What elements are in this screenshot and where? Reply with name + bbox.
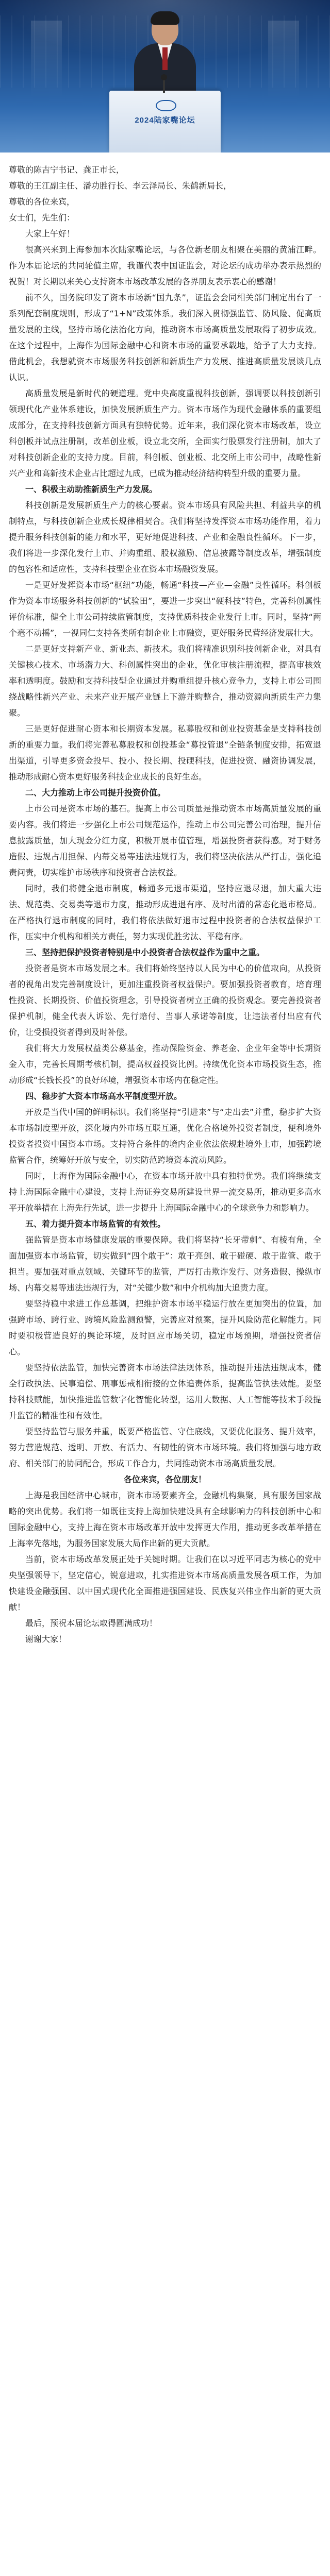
- paragraph: 我们将大力发展权益类公募基金，推动保险资金、养老金、企业年金等中长期资金入市，完善长周期考核机制，提高权益投资比例。持续优化资本市场投资生态，推动形成“长钱长投”的良好环境，增强资本市场内在稳定性。: [9, 1043, 321, 1085]
- paragraph: 高质量发展是新时代的硬道理。党中央高度重视科技创新，强调要以科技创新引领现代化产业体系建设，加快发展新质生产力。资本市场作为现代金融体系的重要组成部分，在支持科技创新方面具有独特优势。近年来，我们深化资本市场改革，设立科创板并试点注册制，改革创业板，设立北交所，全面实行股票发行注册制，加大了对科技创新企业的支持力度。目前，科创板、创业板、北交所上市公司中，战略性新兴产业和高新技术企业占比超过九成，已成为推动经济结构转型升级的重要力量。: [9, 388, 321, 478]
- speaker-hair: [151, 11, 179, 25]
- paragraph: 谢谢大家！: [25, 1634, 67, 1644]
- paragraph: 一是更好发挥资本市场“枢纽”功能，畅通“科技—产业—金融”良性循环。科创板作为资本市场服务科技创新的“试验田”，要进一步突出“硬科技”特色，完善科创属性评价标准，健全上市公司持续监管制度，支持优质科技企业发行上市。同时，坚持“两个毫不动摇”，一视同仁支持各类所有制企业上市融资，更好服务民营经济发展壮大。: [9, 580, 321, 638]
- section-heading: 三、坚持把保护投资者特别是中小投资者合法权益作为重中之重。: [25, 947, 265, 957]
- salutation: 各位来宾，各位朋友！: [123, 1475, 206, 1484]
- paragraph: 上市公司是资本市场的基石。提高上市公司质量是推动资本市场高质量发展的重要内容。我们将进一步强化上市公司规范运作，推动上市公司完善公司治理，提升信息披露质量，加大现金分红力度，积极开展市值管理，增强投资者获得感。对于财务造假、违规占用担保、内幕交易等违法违规行为，我们将坚决依法从严打击，强化追责问责，切实维护市场秩序和投资者合法权益。: [9, 804, 321, 877]
- greeting-line: 女士们，先生们：: [9, 213, 75, 223]
- paragraph: 科技创新是发展新质生产力的核心要素。资本市场具有风险共担、利益共享的机制特点，与科技创新企业成长规律相契合。我们将坚持发挥资本市场功能作用，着力提升服务科技创新的能力和水平，更好地促进科技、产业和金融良性循环。下一步，我们将进一步深化发行上市、并购重组、股权激励、信息披露等制度改革，增强制度的包容性和适应性，支持科技型企业在资本市场融资发展。: [9, 500, 321, 574]
- greeting-line: 尊敬的陈吉宁书记、龚正市长，: [9, 165, 125, 175]
- paragraph: 三是更好促进耐心资本和长期资本发展。私募股权和创业投资基金是支持科技创新的重要力量。我们将完善私募股权和创投基金“募投管退”全链条制度安排，拓宽退出渠道，引导更多资金投早、投小、投长期、投硬科技，促进投资、融资协调发展，推动形成耐心资本更好服务科技企业成长的良好生态。: [9, 724, 321, 782]
- paragraph: 投资者是资本市场发展之本。我们将始终坚持以人民为中心的价值取向，从投资者的视角出发完善制度设计，更加注重投资者权益保护。要加强投资者教育，培育理性投资、长期投资、价值投资理念，引导投资者树立正确的投资观念。要完善投资者保护机制，健全代表人诉讼、先行赔付、当事人承诺等制度，让违法者付出应有代价，让受损投资者得到及时补偿。: [9, 963, 321, 1037]
- paragraph: 同时，我们将健全退市制度，畅通多元退市渠道，坚持应退尽退，加大重大违法、规范类、交易类等退市力度，推动形成进退有序、及时出清的常态化退市格局。在严格执行退市制度的同时，我们将依法做好退市过程中投资者的合法权益保护工作，压实中介机构和相关方责任，努力实现优胜劣汰、平稳有序。: [9, 884, 321, 941]
- paragraph: 最后，预祝本届论坛取得圆满成功！: [25, 1618, 158, 1628]
- paragraph-list: [9, 242, 321, 1647]
- paragraph: 要坚持监管与服务并重，既要严格监管、守住底线，又要优化服务、提升效率，努力营造规范、透明、开放、有活力、有韧性的资本市场环境。我们将加强与地方政府、相关部门的协同配合，形成工作合力，共同推动资本市场高质量发展。: [9, 1427, 321, 1468]
- podium-label: 2024陆家嘴论坛: [135, 116, 195, 125]
- section-heading: 一、积极主动助推新质生产力发展。: [25, 484, 158, 494]
- paragraph: 开放是当代中国的鲜明标识。我们将坚持“引进来”与“走出去”并重，稳步扩大资本市场制度型开放，深化境内外市场互联互通，优化合格境外投资者制度，便利境外投资者投资中国资本市场。支持符合条件的境内企业依法依规赴境外上市，加强跨境监管合作，统筹好开放与安全，切实防范跨境资本流动风险。: [9, 1107, 321, 1165]
- paragraph: 要坚持依法监管，加快完善资本市场法律法规体系，推动提升违法违规成本，健全行政执法、民事追偿、刑事惩戒相衔接的立体追责体系，提高监管执法效能。要坚持科技赋能，加快推进监管数字化智能化转型，运用大数据、人工智能等技术手段提升监管的精准性和有效性。: [9, 1363, 321, 1420]
- backdrop-left: [31, 21, 62, 98]
- greeting-line: 尊敬的各位来宾，: [9, 197, 75, 207]
- paragraph: 要坚持稳中求进工作总基调，把维护资本市场平稳运行放在更加突出的位置，加强跨市场、跨行业、跨境风险监测预警，完善应对预案，提升风险防范化解能力。同时要积极营造良好的舆论环境，及时回应市场关切，稳定市场预期，增强投资者信心。: [9, 1299, 321, 1357]
- microphone-icon: [161, 74, 167, 80]
- paragraph: 很高兴来到上海参加本次陆家嘴论坛，与各位新老朋友相聚在美丽的黄浦江畔。作为本届论坛的共同轮值主席，我谨代表中国证监会，对论坛的成功举办表示热烈的祝贺！对长期以来关心支持资本市场改革发展的各界朋友表示衷心的感谢！: [9, 245, 321, 286]
- section-heading: 四、稳步扩大资本市场高水平制度型开放。: [25, 1091, 183, 1101]
- section-heading: 二、大力推动上市公司提升投资价值。: [25, 788, 166, 798]
- paragraph: 前不久，国务院印发了资本市场新“国九条”，证监会会同相关部门制定出台了一系列配套制度规则，形成了“1+N”政策体系。我们深入贯彻强监管、防风险、促高质量发展的主线，坚持市场化法治化方向，推动资本市场高质量发展取得了初步成效。在这个过程中，上海作为国际金融中心和资本市场的重要承载地，给予了大力支持。借此机会，我想就资本市场服务科技创新和新质生产力发展、推进高质量发展谈几点认识。: [9, 293, 321, 382]
- paragraph: 二是更好支持新产业、新业态、新技术。我们将精准识别科技创新企业，对具有关键核心技术、市场潜力大、科创属性突出的企业，优化审核注册流程，提高审核效率和透明度。鼓励和支持科技型企业通过并购重组提升核心竞争力，支持上市公司围绕战略性新兴产业、未来产业开展产业链上下游并购整合，推动资源向新质生产力集聚。: [9, 644, 321, 718]
- backdrop-right: [268, 21, 299, 98]
- article-body: [0, 152, 330, 2576]
- greeting-block: [9, 162, 321, 242]
- greeting-line: 大家上午好！: [25, 229, 75, 239]
- paragraph: 强监管是资本市场健康发展的重要保障。我们将坚持“长牙带刺”、有棱有角，全面加强资本市场监管，切实做到“四个敢于”：敢于亮剑、敢于碰硬、敢于监管、敢于担当。要加强对重点领域、关键环节的监管，严厉打击欺诈发行、财务造假、操纵市场、内幕交易等违法违规行为，对“关键少数”和中介机构加大追责力度。: [9, 1235, 321, 1293]
- paragraph: 同时，上海作为国际金融中心，在资本市场开放中具有独特优势。我们将继续支持上海国际金融中心建设，支持上海证券交易所建设世界一流交易所，推动更多高水平开放举措在上海先行先试，进一步提升上海国际金融中心的全球竞争力和影响力。: [9, 1171, 321, 1213]
- forum-logo-icon: [156, 100, 176, 111]
- greeting-line: 尊敬的王江副主任、潘功胜行长、李云泽局长、朱鹤新局长，: [9, 181, 232, 191]
- microphone-stand-icon: [163, 78, 165, 93]
- paragraph: 当前，资本市场改革发展正处于关键时期。让我们在以习近平同志为核心的党中央坚强领导下，坚定信心，锐意进取，扎实推进资本市场高质量发展各项工作，为加快建设金融强国、以中国式现代化全面推进强国建设、民族复兴伟业作出新的更大贡献！: [9, 1554, 321, 1612]
- hero-photo: [0, 0, 330, 152]
- podium: [109, 91, 221, 152]
- paragraph: 上海是我国经济中心城市，资本市场要素齐全，金融机构集聚，具有服务国家战略的突出优势。我们将一如既往支持上海加快建设具有全球影响力的科技创新中心和国际金融中心，支持上海在资本市场改革开放中发挥更大作用，推动更多改革举措在上海率先落地，为服务国家发展大局作出新的更大贡献。: [9, 1490, 321, 1548]
- section-heading: 五、着力提升资本市场监管的有效性。: [25, 1219, 166, 1229]
- speaker-tie: [162, 47, 168, 70]
